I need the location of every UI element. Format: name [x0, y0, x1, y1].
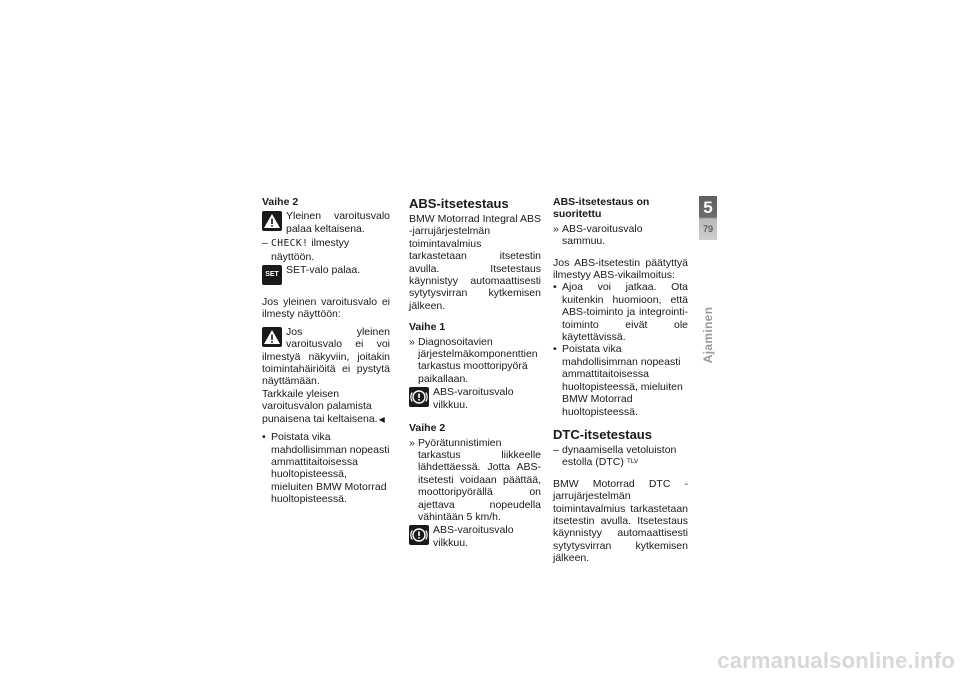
dtc-text: BMW Motorrad DTC -jarrujärjestelmän toimintavalmius tarkastetaan itsetestin avulla. Itsetestaus käynnistyy automaattisesti sytytysvirran kytkemisen jälkeen. [553, 477, 688, 565]
abs-done-heading: ABS-itsetestaus on suoritettu [553, 196, 650, 221]
step-1-icon-text: ABS-varoitusvalo vilkkuu. [433, 386, 514, 411]
abs-selftest-heading: ABS-itsetestaus [409, 196, 509, 211]
chapter-side-label-text: Ajaminen [701, 306, 715, 364]
dtc-selftest-heading: DTC-itsetestaus [553, 426, 652, 442]
dtc-item [553, 444, 688, 469]
end-marker: ◀ [378, 414, 385, 424]
dtc-item-text: dynaamisella vetoluiston estolla (DTC) [562, 443, 677, 469]
step-1-icon-row [409, 386, 541, 411]
fault-bullet-1: • Ajoa voi jatkaa. Ota kuitenkin huomioon, että ABS-toiminto ja integrointi-toiminto eivät ole käytettävissä. [553, 281, 688, 343]
check-text: ilmestyy näyttöön. [271, 237, 350, 263]
red-warning-text [262, 388, 390, 426]
check-code: CHECK! [271, 238, 309, 250]
set-text: SET-valo palaa. [286, 264, 361, 277]
general-warning-text: Yleinen varoitusvalo palaa keltaisena. [286, 210, 390, 235]
set-row [262, 264, 390, 285]
chapter-tab [699, 196, 717, 240]
abs-intro-text: BMW Motorrad Integral ABS -jarrujärjestelmän toimintavalmius tarkastetaan itsetestin avulla. Itsetestaus käynnistyy automaattisesti sytytysvirran kytkemisen jälkeen. [409, 213, 541, 312]
if-not-text: Jos yleinen varoitusvalo ei ilmesty näyttöön: [262, 296, 390, 321]
repair-bullet: • Poistata vika mahdollisimman nopeasti ammattitaitoisessa huoltopisteessä, mieluiten BMW Motorrad huoltopisteessä. [262, 431, 390, 505]
watermark: carmanualsonline.info [717, 648, 955, 673]
step-1-item: » Diagnosoitavien järjestelmäkomponenttien tarkastus moottoripyörä paikallaan. [409, 336, 541, 386]
step-1-heading: Vaihe 1 [409, 321, 446, 334]
red-warning-text-body: Tarkkaile yleisen varoitusvalon palamista punaisena tai keltaisena. [262, 387, 378, 425]
column-3 [553, 196, 688, 565]
chapter-number: 5 [703, 198, 713, 217]
column-2 [409, 196, 541, 551]
warning-triangle-icon [262, 327, 282, 347]
step-2-icon-text: ABS-varoitusvalo vilkkuu. [433, 524, 514, 549]
check-display-item [262, 237, 390, 263]
page-number: 79 [702, 224, 713, 234]
abs-done-item: » ABS-varoitusvalo sammuu. [553, 223, 688, 248]
general-warning-row [262, 210, 390, 235]
abs-warning-icon [409, 387, 429, 407]
set-light-icon: SET [262, 265, 282, 285]
column-1 [262, 196, 390, 506]
fault-intro-text: Jos ABS-itsetestin päätyttyä ilmestyy ABS-vikailmoitus: [553, 256, 688, 282]
wrap-paragraph [262, 326, 390, 388]
warning-triangle-icon [262, 211, 282, 231]
step-2-icon-row [409, 524, 541, 549]
step-2-item: » Pyörätunnistimien tarkastus liikkeelle lähdettäessä. Jotta ABS-itsetesti voidaan päättää, moottoripyörällä on ajettava nopeudella vähintään 5 km/h. [409, 437, 541, 524]
step-2-heading: Vaihe 2 [409, 422, 446, 435]
dtc-superscript: TLV [626, 458, 639, 466]
abs-warning-icon [409, 525, 429, 545]
fault-bullet-2: • Poistata vika mahdollisimman nopeasti ammattitaitoisessa huoltopisteessä, mieluiten BMW Motorrad huoltopisteessä. [553, 343, 688, 417]
step-2-heading: Vaihe 2 [262, 196, 299, 208]
wrap-text: Jos yleinen varoitusvalo ei voi ilmestyä näkyviin, joitakin toimintahäiriöitä ei pystytä näyttämään. [262, 325, 390, 388]
